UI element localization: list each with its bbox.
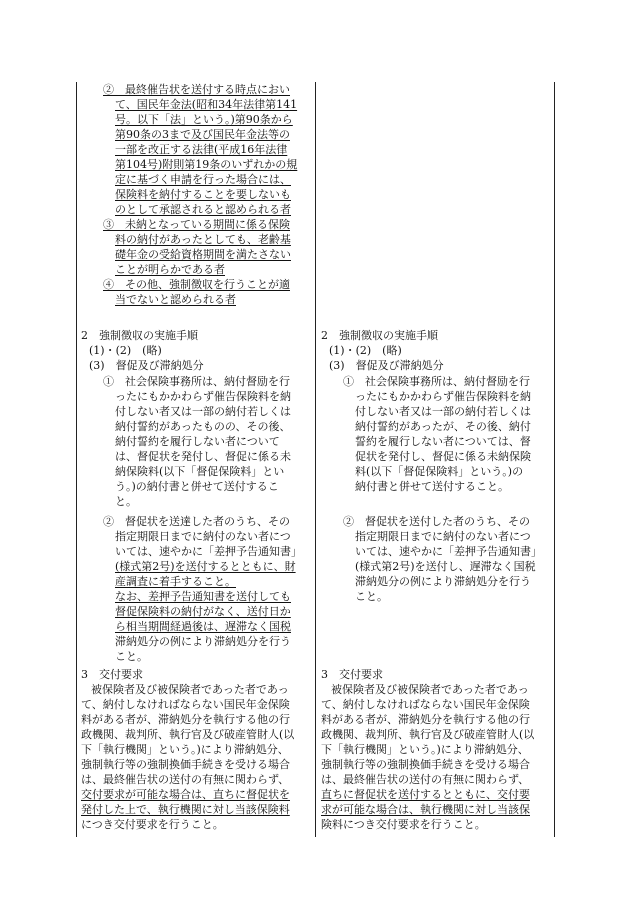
text-line: (様式第2号)を送付し、遅滞なく国税	[355, 560, 536, 573]
text-line: う。)の納付書と併せて送付するこ	[115, 480, 279, 493]
text-line: て、国民年金法(昭和34年法律第141	[115, 98, 298, 111]
section-2-sub-1: (1)・(2) (略)	[89, 344, 162, 357]
text-line: 料(以下「督促保険料」という。)の	[355, 465, 524, 478]
text-line: ② 督促状を送達した者のうち、その	[103, 515, 290, 528]
text-line: 料がある者が、滞納処分を執行する他の行	[81, 713, 290, 726]
text-line: こと。	[115, 650, 148, 663]
text-line: 納付誓約を履行しない者について	[115, 435, 280, 448]
text-line: 交付要求が可能な場合は、直ちに督促状を	[81, 788, 290, 801]
text-line: ① 社会保険事務所は、納付督励を行	[103, 375, 290, 388]
text-line: ったにもかかわらず催告保険料を納	[115, 390, 291, 403]
column-divider	[315, 82, 316, 837]
section-2-sub-3: (3) 督促及び滞納処分	[89, 359, 204, 372]
text-line: 強制執行等の強制換価手続きを受ける場合	[81, 758, 290, 771]
text-line: 下「執行機関」という。)により滞納処分、	[81, 743, 289, 756]
section-2-sub-1: (1)・(2) (略)	[329, 344, 402, 357]
section-2-title: 2 強制徴収の実施手順	[81, 329, 198, 342]
text-line: いては、速やかに「差押予告通知書」	[115, 545, 302, 558]
text-line: 保険料を納付することを要しないも	[115, 188, 291, 201]
text-line: 付しない者又は一部の納付若しくは	[115, 405, 291, 418]
text-line: 第90条の3まで及び国民年金法等の	[115, 128, 290, 141]
text-line: 強制執行等の強制換価手続きを受ける場合	[321, 758, 530, 771]
text-line: 政機関、裁判所、執行官及び破産管財人(以	[321, 728, 535, 741]
text-line: 当でないと認められる者	[115, 293, 236, 306]
text-line: は、最終催告状の送付の有無に関わらず、	[321, 773, 530, 786]
text-line: 納付書と併せて送付すること。	[355, 480, 509, 493]
text-line: て、納付しなければならない国民年金保険	[321, 698, 530, 711]
text-line: 付しない者又は一部の納付若しくは	[355, 405, 531, 418]
text-line: 一部を改正する法律(平成16年法律	[115, 143, 288, 156]
text-line: ② 督促状を送付した者のうち、その	[343, 515, 530, 528]
text-line: 指定期限日までに納付のない者につ	[115, 530, 291, 543]
text-line: ④ その他、強制徴収を行うことが適	[103, 278, 290, 291]
text-line: 礎年金の受給資格期間を満たさない	[115, 248, 291, 261]
text-line: ったにもかかわらず催告保険料を納	[355, 390, 531, 403]
text-line: 納付誓約があったが、その後、納付	[355, 420, 531, 433]
text-line: 督促保険料の納付がなく、送付日か	[115, 605, 291, 618]
text-line: は、督促状を発付し、督促に係る未	[115, 450, 291, 463]
text-line: 険料につき交付要求を行うこと。	[321, 818, 486, 831]
text-line: は、最終催告状の送付の有無に関わらず、	[81, 773, 290, 786]
text-line: 求が可能な場合は、執行機関に対し当該保	[321, 803, 530, 816]
text-line: (様式第2号)を送付するとともに、財	[115, 560, 296, 573]
section-3-title: 3 交付要求	[81, 668, 143, 681]
text-line: ③ 未納となっている期間に係る保険	[103, 218, 290, 231]
text-line: 第104号)附則第19条のいずれかの規	[115, 158, 298, 171]
text-line: ① 社会保険事務所は、納付督励を行	[343, 375, 530, 388]
text-line: ② 最終催告状を送付する時点におい	[103, 83, 290, 96]
text-line: ことが明らかである者	[115, 263, 225, 276]
text-line: 定に基づく申請を行った場合には、	[115, 173, 291, 186]
text-line: 発付した上で、執行機関に対し当該保険料	[81, 803, 290, 816]
text-line: 納保険料(以下「督促保険料」とい	[115, 465, 285, 478]
text-line: 誓約を履行しない者については、督	[355, 435, 531, 448]
text-line: 滞納処分の例により滞納処分を行う	[355, 575, 531, 588]
text-line: 直ちに督促状を送付するとともに、交付要	[321, 788, 530, 801]
text-line: 滞納処分の例により滞納処分を行う	[115, 635, 291, 648]
text-line: ら相当期間経過後は、遅滞なく国税	[115, 620, 291, 633]
text-line: 納付誓約があったものの、その後、	[115, 420, 291, 433]
text-line: こと。	[355, 590, 388, 603]
text-line: 料の納付があったとしても、老齢基	[115, 233, 291, 246]
comparison-table	[76, 82, 555, 837]
text-line: 促状を発付し、督促に係る未納保険	[355, 450, 531, 463]
section-2-title: 2 強制徴収の実施手順	[321, 329, 438, 342]
text-line: 被保険者及び被保険者であった者であっ	[331, 683, 529, 696]
text-line: 料がある者が、滞納処分を執行する他の行	[321, 713, 530, 726]
section-3-title: 3 交付要求	[321, 668, 383, 681]
text-line: 下「執行機関」という。)により滞納処分、	[321, 743, 529, 756]
text-line: と。	[115, 495, 137, 508]
text-line: 指定期限日までに納付のない者につ	[355, 530, 531, 543]
text-line: 産調査に着手すること。	[115, 575, 236, 588]
text-line: て、納付しなければならない国民年金保険	[81, 698, 290, 711]
text-line: 政機関、裁判所、執行官及び破産管財人(以	[81, 728, 295, 741]
text-line: のとして承認されると認められる者	[115, 203, 291, 216]
text-line: いては、速やかに「差押予告通知書」	[355, 545, 542, 558]
text-line: につき交付要求を行うこと。	[81, 818, 224, 831]
text-line: 被保険者及び被保険者であった者であっ	[91, 683, 289, 696]
text-line: なお、差押予告通知書を送付しても	[115, 590, 291, 603]
text-line: 号。以下「法」という。)第90条から	[115, 113, 293, 126]
section-2-sub-3: (3) 督促及び滞納処分	[329, 359, 444, 372]
